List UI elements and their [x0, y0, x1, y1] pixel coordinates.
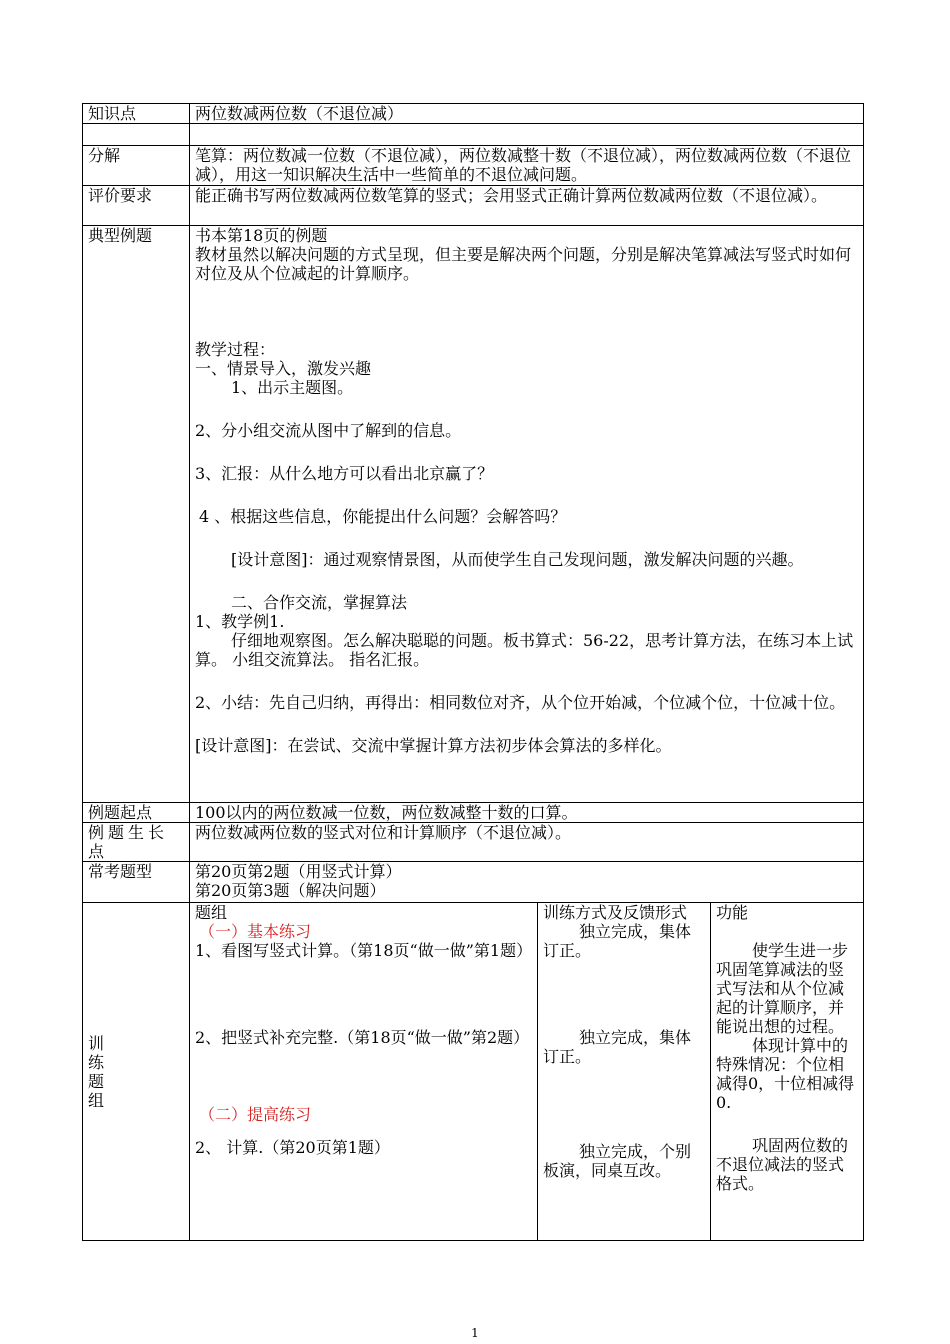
function-3: 巩固两位数的不退位减法的竖式格式。	[716, 1136, 849, 1193]
method-1: 独立完成，集体订正。	[543, 922, 692, 960]
question-3: 2、 计算.（第20页第1题）	[195, 1138, 390, 1157]
common-item-2: 第20页第3题（解决问题）	[195, 881, 386, 900]
row-knowledge	[83, 104, 864, 124]
label-start: 例题起点	[83, 803, 190, 823]
step-heading-2: 二、合作交流，掌握算法	[231, 593, 408, 612]
section-advanced: （二）提高练习	[199, 1105, 312, 1124]
row-start	[83, 803, 864, 823]
row-breakdown	[83, 146, 864, 186]
row-growth	[83, 823, 864, 862]
label-breakdown: 分解	[83, 146, 190, 186]
process-heading: 教学过程：	[195, 340, 276, 359]
step-2-1-detail: 仔细地观察图。怎么解决聪聪的问题。板书算式：56-22，思考计算方法，在练习本上试算。 小组交流算法。 指名汇报。	[195, 631, 854, 669]
training-methods	[538, 903, 711, 1241]
step-2-2: 2、小结：先自己归纳，再得出：相同数位对齐，从个位开始减，个位减个位，十位减十位。	[195, 693, 846, 712]
label-common: 常考题型	[83, 862, 190, 903]
method-2: 独立完成，集体订正。	[543, 1028, 692, 1066]
step-heading-1: 一、情景导入，激发兴趣	[195, 359, 372, 378]
label-evaluation: 评价要求	[83, 186, 190, 226]
row-training	[83, 903, 864, 1241]
row-evaluation	[83, 186, 864, 226]
row-example	[83, 226, 864, 803]
example-source: 书本第18页的例题	[195, 226, 328, 245]
question-1: 1、看图写竖式计算。（第18页“做一做”第1题）	[195, 941, 533, 960]
value-evaluation: 能正确书写两位数减两位数笔算的竖式；会用竖式正确计算两位数减两位数（不退位减）。	[190, 186, 864, 226]
step-2-1: 1、教学例1.	[195, 612, 285, 631]
step-1-2: 2、分小组交流从图中了解到的信息。	[195, 421, 462, 440]
functions-header: 功能	[716, 903, 749, 922]
lesson-table	[82, 103, 864, 1241]
label-example: 典型例题	[83, 226, 190, 803]
section-basic: （一）基本练习	[199, 922, 312, 941]
value-example	[190, 226, 864, 803]
step-1-1: 1、出示主题图。	[231, 378, 354, 397]
value-knowledge: 两位数减两位数（不退位减）	[190, 104, 864, 124]
training-questions	[190, 903, 538, 1241]
value-common	[190, 862, 864, 903]
value-breakdown: 笔算：两位数减一位数（不退位减），两位数减整十数（不退位减），两位数减两位数（不退位减），用这一知识解决生活中一些简单的不退位减问题。	[190, 146, 864, 186]
function-1: 使学生进一步巩固笔算减法的竖式写法和从个位减起的计算顺序，并能说出想的过程。	[716, 941, 849, 1036]
methods-header: 训练方式及反馈形式	[543, 903, 688, 922]
label-knowledge: 知识点	[83, 104, 190, 124]
design-intent-1: [设计意图]：通过观察情景图，从而使学生自己发现问题，激发解决问题的兴趣。	[231, 550, 804, 569]
method-3: 独立完成，个别板演，同桌互改。	[543, 1142, 692, 1180]
training-functions	[711, 903, 864, 1241]
training-label-vertical: 训练题组	[88, 1033, 105, 1110]
step-1-4: 4 、根据这些信息，你能提出什么问题？会解答吗？	[199, 507, 567, 526]
row-common	[83, 862, 864, 903]
questions-header: 题组	[195, 903, 228, 922]
page-number: 1	[471, 1326, 479, 1340]
value-growth: 两位数减两位数的竖式对位和计算顺序（不退位减）。	[190, 823, 864, 862]
common-item-1: 第20页第2题（用竖式计算）	[195, 862, 402, 881]
label-growth: 例题生长点	[83, 823, 190, 862]
label-training	[83, 903, 190, 1241]
question-2: 2、把竖式补充完整.（第18页“做一做”第2题）	[195, 1028, 530, 1047]
value-start: 100以内的两位数减一位数，两位数减整十数的口算。	[190, 803, 864, 823]
row-empty	[83, 124, 864, 146]
design-intent-2: [设计意图]：在尝试、交流中掌握计算方法初步体会算法的多样化。	[195, 736, 672, 755]
example-intro: 教材虽然以解决问题的方式呈现，但主要是解决两个问题，分别是解决笔算减法写竖式时如何对位及从个位减起的计算顺序。	[195, 245, 852, 283]
step-1-3: 3、汇报：从什么地方可以看出北京赢了？	[195, 464, 494, 483]
function-2: 体现计算中的特殊情况：个位相减得0，十位相减得0.	[716, 1036, 855, 1112]
